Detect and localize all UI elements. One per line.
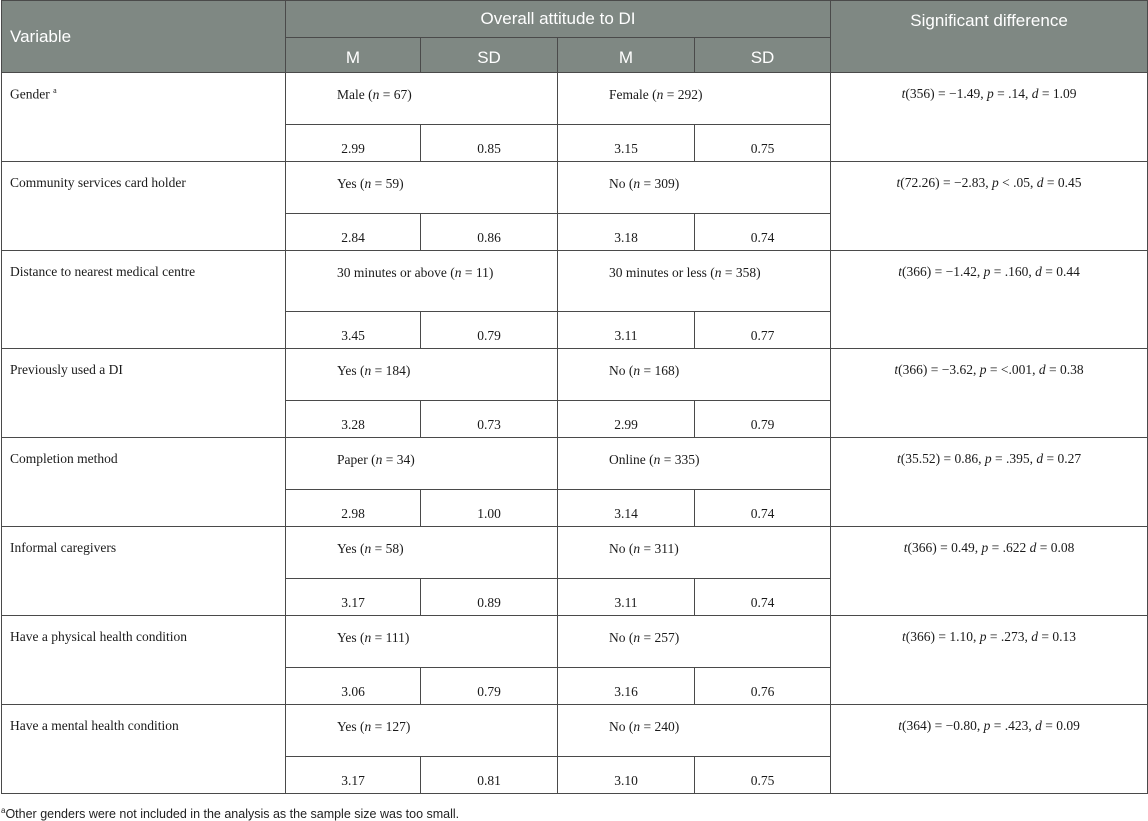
group-2-cell: No (n = 240) xyxy=(558,705,831,757)
group-n: 11 xyxy=(475,265,489,280)
p-operator: = xyxy=(993,86,1009,101)
p-value: .05 xyxy=(1013,175,1031,190)
group-n: 127 xyxy=(385,719,406,734)
group-2-mean: 3.18 xyxy=(558,214,695,251)
results-table xyxy=(1,0,1148,794)
group-label: Male xyxy=(337,87,365,102)
group-1-sd: 0.85 xyxy=(421,125,558,162)
variable-cell xyxy=(2,616,286,705)
group-label: Yes xyxy=(337,630,357,645)
t-df: 356 xyxy=(909,86,931,101)
table-body xyxy=(2,73,1148,794)
group-2-cell: No (n = 311) xyxy=(558,527,831,579)
group-label: Paper xyxy=(337,452,368,467)
footnote-text: Other genders were not included in the analysis as the sample size was too small. xyxy=(5,807,460,821)
t-df: 366 xyxy=(910,629,931,644)
variable-label: Completion method xyxy=(10,451,118,466)
group-1-mean: 3.17 xyxy=(286,579,421,616)
table-row xyxy=(2,438,1148,490)
group-1-cell: Yes (n = 59) xyxy=(286,162,558,214)
variable-cell xyxy=(2,349,286,438)
significance-cell: t(72.26) = −2.83, p < .05, d = 0.45 xyxy=(831,162,1148,251)
group-2-cell: 30 minutes or less (n = 358) xyxy=(558,251,831,312)
significance-cell: t(35.52) = 0.86, p = .395, d = 0.27 xyxy=(831,438,1148,527)
group-2-sd: 0.77 xyxy=(695,312,831,349)
group-n: 311 xyxy=(654,541,675,556)
t-value: −0.80 xyxy=(945,718,977,733)
group-1-mean: 3.06 xyxy=(286,668,421,705)
group-n: 67 xyxy=(393,87,408,102)
group-2-cell: No (n = 309) xyxy=(558,162,831,214)
d-value: 0.08 xyxy=(1050,540,1075,555)
group-2-sd: 0.74 xyxy=(695,490,831,527)
p-value: <.001 xyxy=(1000,362,1033,377)
t-value: 0.86 xyxy=(954,451,979,466)
p-value: .395 xyxy=(1005,451,1030,466)
d-value: 0.27 xyxy=(1057,451,1082,466)
group-2-sd: 0.79 xyxy=(695,401,831,438)
group-label: No xyxy=(609,630,626,645)
group-label: No xyxy=(609,719,626,734)
group-label: Yes xyxy=(337,176,357,191)
variable-cell xyxy=(2,527,286,616)
header-m-2: M xyxy=(558,38,695,73)
group-2-mean: 3.14 xyxy=(558,490,695,527)
group-label: No xyxy=(609,363,626,378)
d-value: 0.13 xyxy=(1052,629,1077,644)
d-value: 1.09 xyxy=(1052,86,1077,101)
group-2-cell: Online (n = 335) xyxy=(558,438,831,490)
group-n: 58 xyxy=(385,541,400,556)
group-label: No xyxy=(609,541,626,556)
variable-label: Have a mental health condition xyxy=(10,718,179,733)
variable-label: Informal caregivers xyxy=(10,540,117,555)
p-operator: = xyxy=(991,451,1006,466)
group-2-sd: 0.75 xyxy=(695,757,831,794)
t-df: 364 xyxy=(906,718,927,733)
t-value: −3.62 xyxy=(941,362,974,377)
header-m-1: M xyxy=(286,38,421,73)
group-1-cell: 30 minutes or above (n = 11) xyxy=(286,251,558,312)
group-n: 309 xyxy=(654,176,675,191)
group-label: 30 minutes or less xyxy=(609,265,707,280)
group-2-mean: 3.16 xyxy=(558,668,695,705)
group-1-mean: 2.99 xyxy=(286,125,421,162)
variable-label: Previously used a DI xyxy=(10,362,123,377)
t-value: −1.49 xyxy=(948,86,981,101)
d-value: 0.44 xyxy=(1056,264,1080,279)
t-df: 366 xyxy=(911,540,933,555)
d-value: 0.38 xyxy=(1060,362,1084,377)
group-2-cell: No (n = 257) xyxy=(558,616,831,668)
p-operator: = xyxy=(988,540,1003,555)
group-1-sd: 0.79 xyxy=(421,312,558,349)
table-row xyxy=(2,616,1148,668)
table-footnote xyxy=(0,794,1148,821)
p-value: .622 xyxy=(1002,540,1027,555)
table-row xyxy=(2,527,1148,579)
table-row xyxy=(2,349,1148,401)
group-label: No xyxy=(609,176,626,191)
group-2-mean: 3.11 xyxy=(558,579,695,616)
group-n: 168 xyxy=(654,363,675,378)
p-operator: = xyxy=(990,264,1005,279)
p-value: .423 xyxy=(1004,718,1029,733)
group-n: 358 xyxy=(735,265,757,280)
variable-label: Gender xyxy=(10,86,50,102)
p-operator: = xyxy=(986,629,1001,644)
group-1-sd: 0.73 xyxy=(421,401,558,438)
t-value: −2.83 xyxy=(954,175,986,190)
group-n: 59 xyxy=(385,176,400,191)
group-n: 184 xyxy=(385,363,406,378)
header-significant-difference: Significant difference xyxy=(831,1,1148,73)
group-1-cell: Male (n = 67) xyxy=(286,73,558,125)
t-df: 72.26 xyxy=(904,175,936,190)
p-operator: = xyxy=(990,718,1005,733)
group-2-mean: 2.99 xyxy=(558,401,695,438)
group-1-mean: 2.98 xyxy=(286,490,421,527)
header-sd-2: SD xyxy=(695,38,831,73)
group-1-cell: Yes (n = 127) xyxy=(286,705,558,757)
p-value: .14 xyxy=(1008,86,1025,101)
d-value: 0.45 xyxy=(1057,175,1082,190)
t-value: 0.49 xyxy=(951,540,975,555)
d-value: 0.09 xyxy=(1056,718,1080,733)
group-n: 335 xyxy=(674,452,695,467)
significance-cell: t(366) = 1.10, p = .273, d = 0.13 xyxy=(831,616,1148,705)
group-label: 30 minutes or above xyxy=(337,265,447,280)
header-overall-attitude: Overall attitude to DI xyxy=(286,1,831,38)
header-variable: Variable xyxy=(2,1,286,73)
group-2-sd: 0.74 xyxy=(695,579,831,616)
table-header xyxy=(2,1,1148,73)
group-2-cell: Female (n = 292) xyxy=(558,73,831,125)
group-1-sd: 1.00 xyxy=(421,490,558,527)
group-1-mean: 3.28 xyxy=(286,401,421,438)
table-row xyxy=(2,251,1148,312)
variable-cell xyxy=(2,251,286,349)
significance-cell: t(366) = −3.62, p = <.001, d = 0.38 xyxy=(831,349,1148,438)
group-2-mean: 3.10 xyxy=(558,757,695,794)
group-2-cell: No (n = 168) xyxy=(558,349,831,401)
group-2-mean: 3.15 xyxy=(558,125,695,162)
group-1-sd: 0.79 xyxy=(421,668,558,705)
significance-cell: t(364) = −0.80, p = .423, d = 0.09 xyxy=(831,705,1148,794)
significance-cell: t(356) = −1.49, p = .14, d = 1.09 xyxy=(831,73,1148,162)
group-1-cell: Paper (n = 34) xyxy=(286,438,558,490)
group-n: 240 xyxy=(654,719,675,734)
group-1-cell: Yes (n = 58) xyxy=(286,527,558,579)
variable-cell xyxy=(2,162,286,251)
group-1-cell: Yes (n = 184) xyxy=(286,349,558,401)
p-operator: < xyxy=(998,175,1014,190)
group-label: Yes xyxy=(337,719,357,734)
t-df: 35.52 xyxy=(905,451,936,466)
group-1-sd: 0.81 xyxy=(421,757,558,794)
p-value: .273 xyxy=(1000,629,1025,644)
variable-label: Have a physical health condition xyxy=(10,629,187,644)
table-row xyxy=(2,73,1148,125)
group-label: Yes xyxy=(337,541,357,556)
group-2-sd: 0.75 xyxy=(695,125,831,162)
variable-footnote-marker: a xyxy=(53,86,57,95)
group-n: 257 xyxy=(654,630,675,645)
t-value: 1.10 xyxy=(949,629,974,644)
group-label: Yes xyxy=(337,363,357,378)
group-2-mean: 3.11 xyxy=(558,312,695,349)
variable-label: Distance to nearest medical centre xyxy=(10,264,196,279)
group-1-mean: 3.45 xyxy=(286,312,421,349)
group-n: 34 xyxy=(396,452,411,467)
t-df: 366 xyxy=(902,362,923,377)
table-row xyxy=(2,162,1148,214)
table-row xyxy=(2,705,1148,757)
group-1-cell: Yes (n = 111) xyxy=(286,616,558,668)
group-1-sd: 0.86 xyxy=(421,214,558,251)
variable-cell xyxy=(2,705,286,794)
group-label: Female xyxy=(609,87,649,102)
footnote-marker: a xyxy=(1,806,6,815)
t-value: −1.42 xyxy=(945,264,977,279)
significance-cell: t(366) = −1.42, p = .160, d = 0.44 xyxy=(831,251,1148,349)
group-2-sd: 0.76 xyxy=(695,668,831,705)
group-2-sd: 0.74 xyxy=(695,214,831,251)
t-df: 366 xyxy=(906,264,927,279)
group-n: 111 xyxy=(385,630,405,645)
group-1-mean: 2.84 xyxy=(286,214,421,251)
variable-cell xyxy=(2,73,286,162)
group-1-sd: 0.89 xyxy=(421,579,558,616)
header-sd-1: SD xyxy=(421,38,558,73)
significance-cell: t(366) = 0.49, p = .622 d = 0.08 xyxy=(831,527,1148,616)
group-label: Online xyxy=(609,452,646,467)
group-n: 292 xyxy=(677,87,698,102)
p-operator: = xyxy=(986,362,1001,377)
variable-cell xyxy=(2,438,286,527)
group-1-mean: 3.17 xyxy=(286,757,421,794)
variable-label: Community services card holder xyxy=(10,175,186,190)
p-value: .160 xyxy=(1004,264,1029,279)
